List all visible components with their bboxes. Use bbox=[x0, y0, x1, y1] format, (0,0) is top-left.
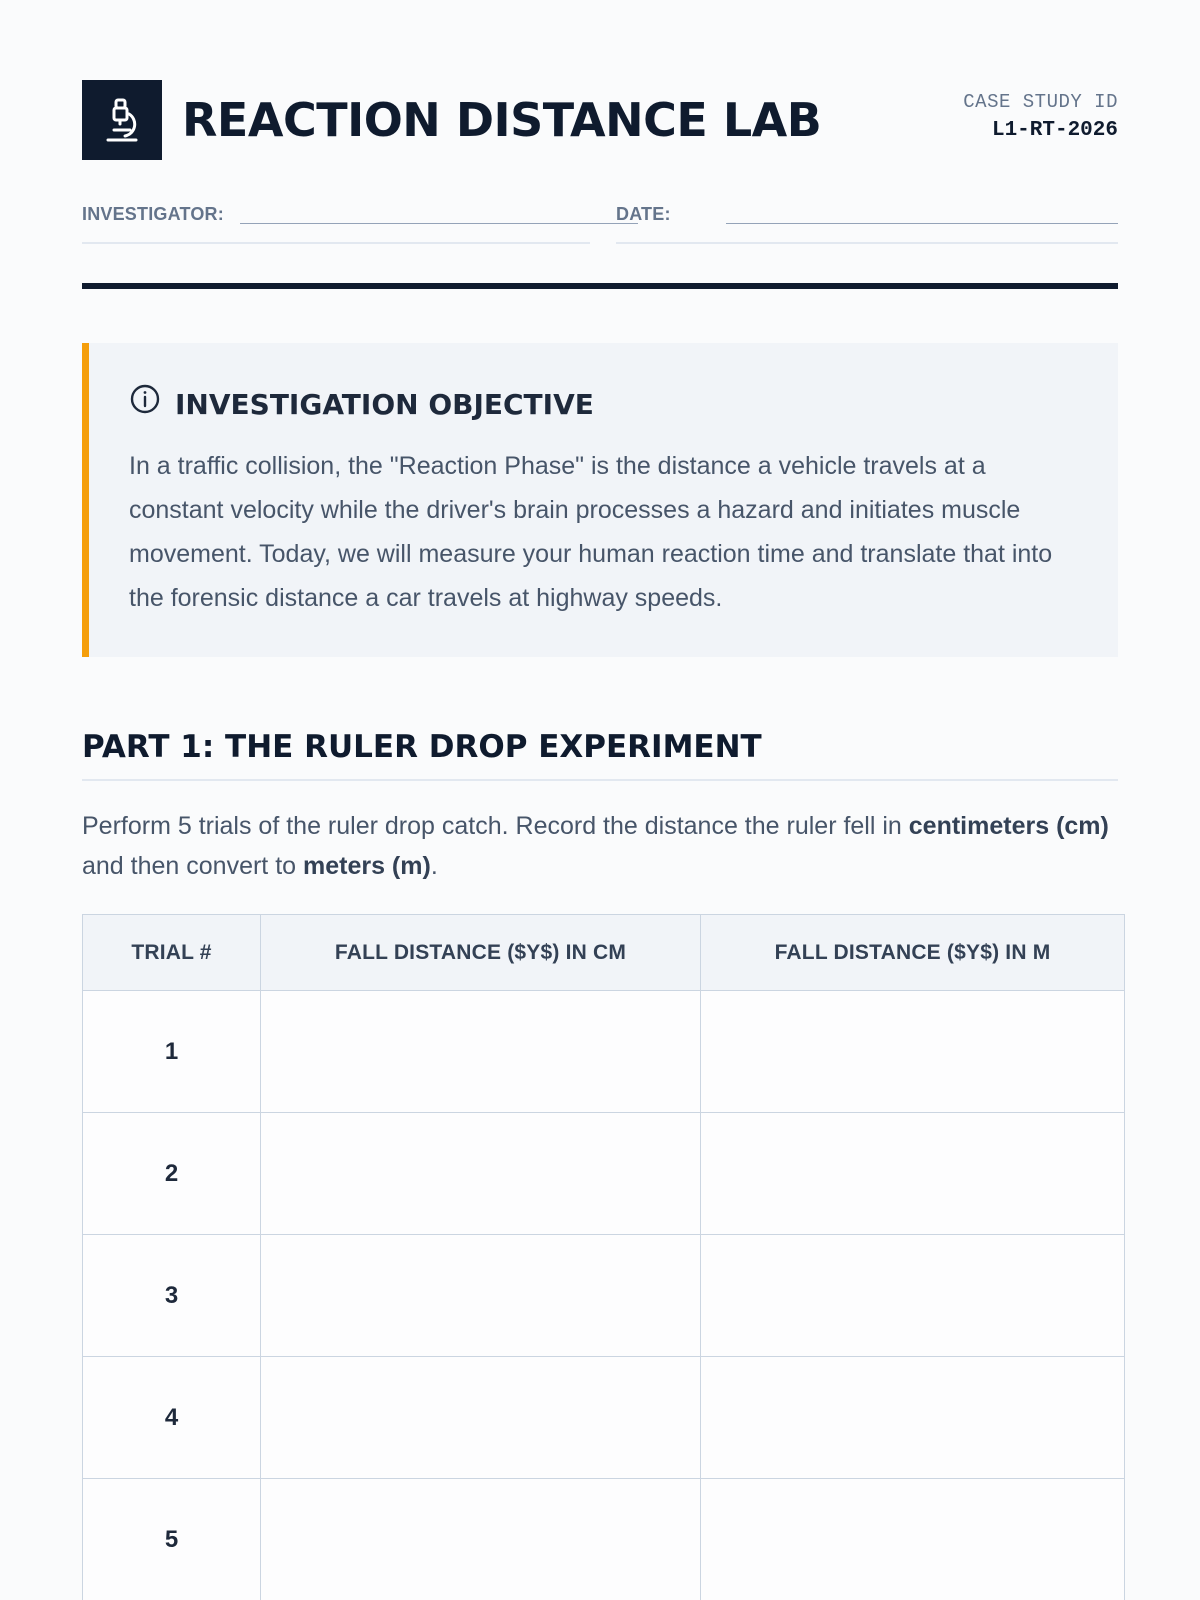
ruler-drop-table bbox=[82, 914, 1125, 1600]
objective-heading-text: INVESTIGATION OBJECTIVE bbox=[175, 387, 594, 421]
objective-callout bbox=[82, 343, 1118, 657]
part1-text-2: and then convert to bbox=[82, 852, 303, 880]
table-row bbox=[83, 1235, 1125, 1357]
fall-m-cell[interactable] bbox=[701, 1357, 1125, 1479]
header-fall-m: FALL DISTANCE ($Y$) IN M bbox=[701, 915, 1125, 991]
table-row bbox=[83, 1479, 1125, 1600]
fall-cm-cell[interactable] bbox=[261, 991, 701, 1113]
part1-bold-m: meters (m) bbox=[302, 852, 431, 880]
fall-m-cell[interactable] bbox=[701, 1479, 1125, 1600]
case-id-label: CASE STUDY ID bbox=[963, 91, 1118, 113]
part1-heading: PART 1: THE RULER DROP EXPERIMENT bbox=[82, 725, 1118, 781]
header bbox=[82, 80, 1118, 162]
trial-number: 3 bbox=[83, 1235, 261, 1357]
trial-number: 2 bbox=[83, 1113, 261, 1235]
part1-text-3: . bbox=[430, 852, 438, 880]
header-fall-cm: FALL DISTANCE ($Y$) IN CM bbox=[261, 915, 701, 991]
date-field[interactable] bbox=[616, 200, 1118, 244]
table-row bbox=[83, 1357, 1125, 1479]
fall-m-cell[interactable] bbox=[701, 991, 1125, 1113]
objective-heading bbox=[129, 383, 1078, 426]
fall-m-cell[interactable] bbox=[701, 1235, 1125, 1357]
part1-instructions bbox=[82, 806, 1118, 886]
table-row bbox=[83, 991, 1125, 1113]
microscope-icon bbox=[82, 80, 162, 160]
trial-number: 4 bbox=[83, 1357, 261, 1479]
investigator-label: INVESTIGATOR: bbox=[82, 204, 224, 224]
fall-cm-cell[interactable] bbox=[261, 1357, 701, 1479]
case-study-id bbox=[963, 90, 1118, 148]
trial-number: 1 bbox=[83, 991, 261, 1113]
table-row bbox=[83, 1113, 1125, 1235]
part1-text-1: Perform 5 trials of the ruler drop catch. Record the distance the ruler fell in bbox=[82, 812, 909, 840]
page-title: REACTION DISTANCE LAB bbox=[182, 93, 822, 147]
table-header-row bbox=[83, 915, 1125, 991]
meta-row bbox=[82, 200, 1118, 244]
header-divider bbox=[82, 283, 1118, 289]
objective-text: In a traffic collision, the "Reaction Phase" is the distance a vehicle travels at a constant velocity while the driver's brain processes a hazard and initiates muscle movement. Today, we will measure your human reaction time and translate that into the forensic distance a car travels at highway speeds. bbox=[129, 452, 1053, 612]
date-blank-line bbox=[726, 212, 1118, 224]
fall-cm-cell[interactable] bbox=[261, 1113, 701, 1235]
fall-m-cell[interactable] bbox=[701, 1113, 1125, 1235]
header-trial: TRIAL # bbox=[83, 915, 261, 991]
trial-number: 5 bbox=[83, 1479, 261, 1600]
fall-cm-cell[interactable] bbox=[261, 1479, 701, 1600]
investigator-blank-line bbox=[240, 212, 638, 224]
investigator-field[interactable] bbox=[82, 200, 590, 244]
fall-cm-cell[interactable] bbox=[261, 1235, 701, 1357]
info-icon bbox=[129, 383, 161, 426]
date-label: DATE: bbox=[616, 204, 671, 224]
case-id-value: L1-RT-2026 bbox=[991, 119, 1118, 142]
part1-bold-cm: centimeters (cm) bbox=[908, 812, 1109, 840]
